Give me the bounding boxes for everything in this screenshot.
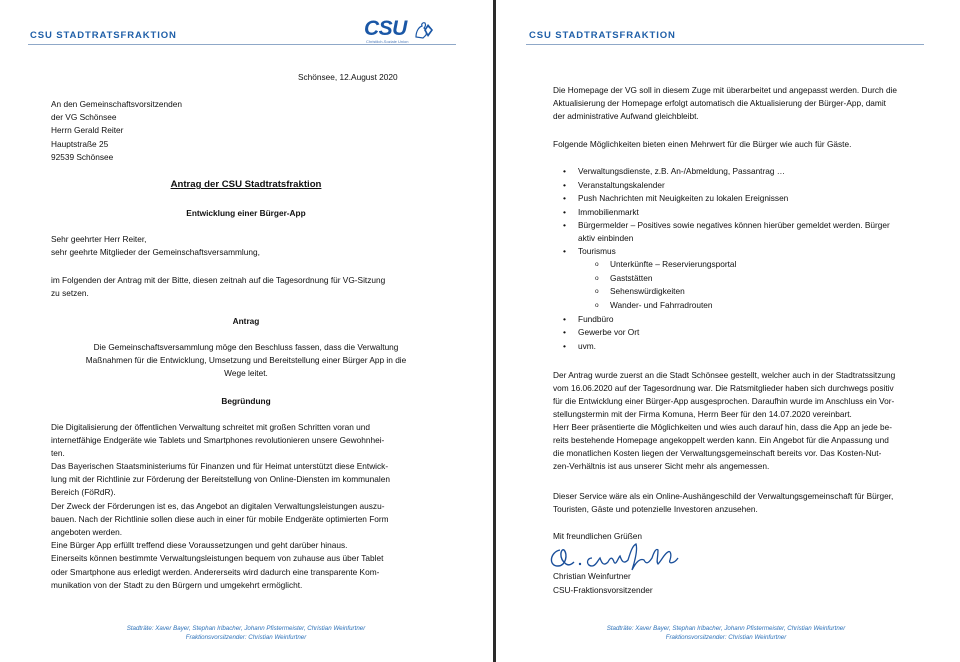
footer-line: Fraktionsvorsitzender: Christian Weinfurtner <box>665 634 787 641</box>
antrag-heading: Antrag <box>232 316 260 326</box>
begruendung-line: ten. <box>51 448 65 458</box>
paragraph-line: für die Entwicklung einer Bürger-App ausgesprochen. Daraufhin wurde im Anschluss ein Vor- <box>553 396 895 406</box>
begruendung-line: angeboten werden. <box>51 527 123 537</box>
begruendung-line: Das Bayerischen Staatsministeriums für Finanzen und für Heimat unterstützt diese Entwick- <box>51 461 389 471</box>
paragraph-line: reits bestehende Homepage angekoppelt werden kann. Ein Angebot für die Anpassung und <box>553 435 889 445</box>
begruendung-line: oder Smartphone aus erledigt werden. Andererseits wird dadurch eine transparente Kom- <box>51 567 380 577</box>
intro-line: im Folgenden der Antrag mit der Bitte, diesen zeitnah auf die Tagesordnung für VG-Sitzung <box>51 275 386 285</box>
list-item: • Immobilienmarkt <box>553 206 890 220</box>
paragraph-line: Herr Beer präsentierte die Möglichkeiten und wies auch darauf hin, dass die App an jede be- <box>553 422 892 432</box>
signature-icon <box>546 540 696 574</box>
paragraph-line: Der Antrag wurde zuerst an die Stadt Schönsee gestellt, welcher auch in der Stadtratssitzung <box>553 370 896 380</box>
paragraph-line: Folgende Möglichkeiten bieten einen Mehrwert für die Bürger wie auch für Gäste. <box>553 139 852 149</box>
address-line: Herrn Gerald Reiter <box>51 125 124 135</box>
list-item: • Gewerbe vor Ort <box>553 326 890 340</box>
begruendung-line: munikation von der Stadt zu den Bürgern und umgekehrt ermöglicht. <box>51 580 303 590</box>
list-item: • Push Nachrichten mit Neuigkeiten zu lokalen Ereignissen <box>553 192 890 206</box>
feature-list <box>553 165 890 353</box>
sub-list-item: o Wander- und Fahrradrouten <box>553 299 890 313</box>
csu-logo <box>364 17 436 46</box>
paragraph-line: stellungstermin mit der Firma Komuna, Herrn Beer für den 14.07.2020 vereinbart. <box>553 409 852 419</box>
signer-title: CSU-Fraktionsvorsitzender <box>553 585 653 595</box>
address-line: der VG Schönsee <box>51 112 117 122</box>
sub-list-item: o Sehenswürdigkeiten <box>553 285 890 299</box>
begruendung-line: bauen. Nach der Richtlinie sollen diese auch in einer für mobile Endgeräte optimierten Form <box>51 514 389 524</box>
begruendung-line: Die Digitalisierung der öffentlichen Verwaltung schreitet mit großen Schritten voran und <box>51 422 370 432</box>
address-line: Hauptstraße 25 <box>51 139 109 149</box>
list-item: • Veranstaltungskalender <box>553 179 890 193</box>
begruendung-line: Eine Bürger App erfüllt treffend diese Voraussetzungen und geht darüber hinaus. <box>51 540 348 550</box>
salutation-line: Sehr geehrter Herr Reiter, <box>51 234 147 244</box>
antrag-line: Maßnahmen für die Entwicklung, Umsetzung und Bereitstellung einer Bürger App in die <box>85 355 407 365</box>
signer-name: Christian Weinfurtner <box>553 571 631 581</box>
paragraph-line: zen-Verhältnis ist aus unserer Sicht mehr als angemessen. <box>553 461 770 471</box>
paragraph-line: Aktualisierung der Homepage erfolgt automatisch die Aktualisierung der Bürger-App, damit <box>553 98 886 108</box>
begruendung-line: lung mit der Richtlinie zur Förderung der Bereitstellung von Online-Diensten im kommunalen <box>51 474 390 484</box>
list-item: • uvm. <box>553 340 890 354</box>
intro-line: zu setzen. <box>51 288 89 298</box>
list-item: • Bürgermelder – Positives sowie negatives können hierüber gemeldet werden. Bürger <box>553 219 890 232</box>
lion-icon <box>413 21 435 41</box>
antrag-line: Die Gemeinschaftsversammlung möge den Beschluss fassen, dass die Verwaltung <box>93 342 399 352</box>
paragraph-line: Dieser Service wäre als ein Online-Aushängeschild der Verwaltungsgemeinschaft für Bürger, <box>553 491 894 501</box>
letter-page-2 <box>496 0 960 662</box>
begruendung-line: Der Zweck der Förderungen ist es, das Angebot an digitalen Verwaltungsleistungen auszu- <box>51 501 385 511</box>
header-title: CSU STADTRATSFRAKTION <box>529 30 676 41</box>
header-rule <box>526 44 924 45</box>
list-item: • Verwaltungsdienste, z.B. An-/Abmeldung, Passantrag … <box>553 165 890 179</box>
address-line: 92539 Schönsee <box>51 152 114 162</box>
footer-line: Fraktionsvorsitzender: Christian Weinfurtner <box>185 634 307 641</box>
paragraph-line: vom 16.06.2020 auf der Tagesordnung war. Die Ratsmitglieder haben sich durchwegs positiv <box>553 383 894 393</box>
address-line: An den Gemeinschaftsvorsitzenden <box>51 99 182 109</box>
paragraph-line: der administrative Aufwand gleichbleibt. <box>553 111 699 121</box>
paragraph-line: Die Homepage der VG soll in diesem Zuge mit überarbeitet und angepasst werden. Durch die <box>553 85 898 95</box>
antrag-line: Wege leitet. <box>224 368 268 378</box>
begruendung-line: Bereich (FöRdR). <box>51 487 116 497</box>
list-item: • Fundbüro <box>553 313 890 327</box>
begruendung-line: Einerseits können bestimmte Verwaltungsleistungen bequem von zuhause aus über Tablet <box>51 553 384 563</box>
footer-line: Stadträte: Xaver Bayer, Stephan Irlbacher, Johann Pfistermeister, Christian Weinfurtner <box>606 625 846 632</box>
paragraph-line: die monatlichen Kosten liegen der Verwaltungsgemeinschaft bereits vor. Das Kosten-Nut- <box>553 448 882 458</box>
letter-subheading: Entwicklung einer Bürger-App <box>186 208 306 218</box>
begruendung-line: internetfähige Endgeräte wie Tablets und Smartphones revolutionieren unsere Gewohnhei- <box>51 435 385 445</box>
begruendung-heading: Begründung <box>221 396 271 406</box>
list-item-continuation: aktiv einbinden <box>578 232 634 243</box>
paragraph-line: Touristen, Gäste und potenzielle Investoren anzusehen. <box>553 504 758 514</box>
list-item: • Tourismus <box>553 245 890 259</box>
csu-logo-text: CSU <box>364 17 407 40</box>
csu-logo-subtext: Christlich-Soziale Union <box>366 39 409 44</box>
letter-date: Schönsee, 12.August 2020 <box>298 72 398 82</box>
closing-line: Mit freundlichen Grüßen <box>553 531 643 541</box>
footer-line: Stadträte: Xaver Bayer, Stephan Irlbacher, Johann Pfistermeister, Christian Weinfurtner <box>126 625 366 632</box>
sub-list-item: o Gaststätten <box>553 272 890 286</box>
letter-heading: Antrag der CSU Stadtratsfraktion <box>170 179 322 190</box>
sub-list-item: o Unterkünfte – Reservierungsportal <box>553 258 890 272</box>
header-title: CSU STADTRATSFRAKTION <box>30 30 177 41</box>
salutation-line: sehr geehrte Mitglieder der Gemeinschaftsversammlung, <box>51 247 260 257</box>
